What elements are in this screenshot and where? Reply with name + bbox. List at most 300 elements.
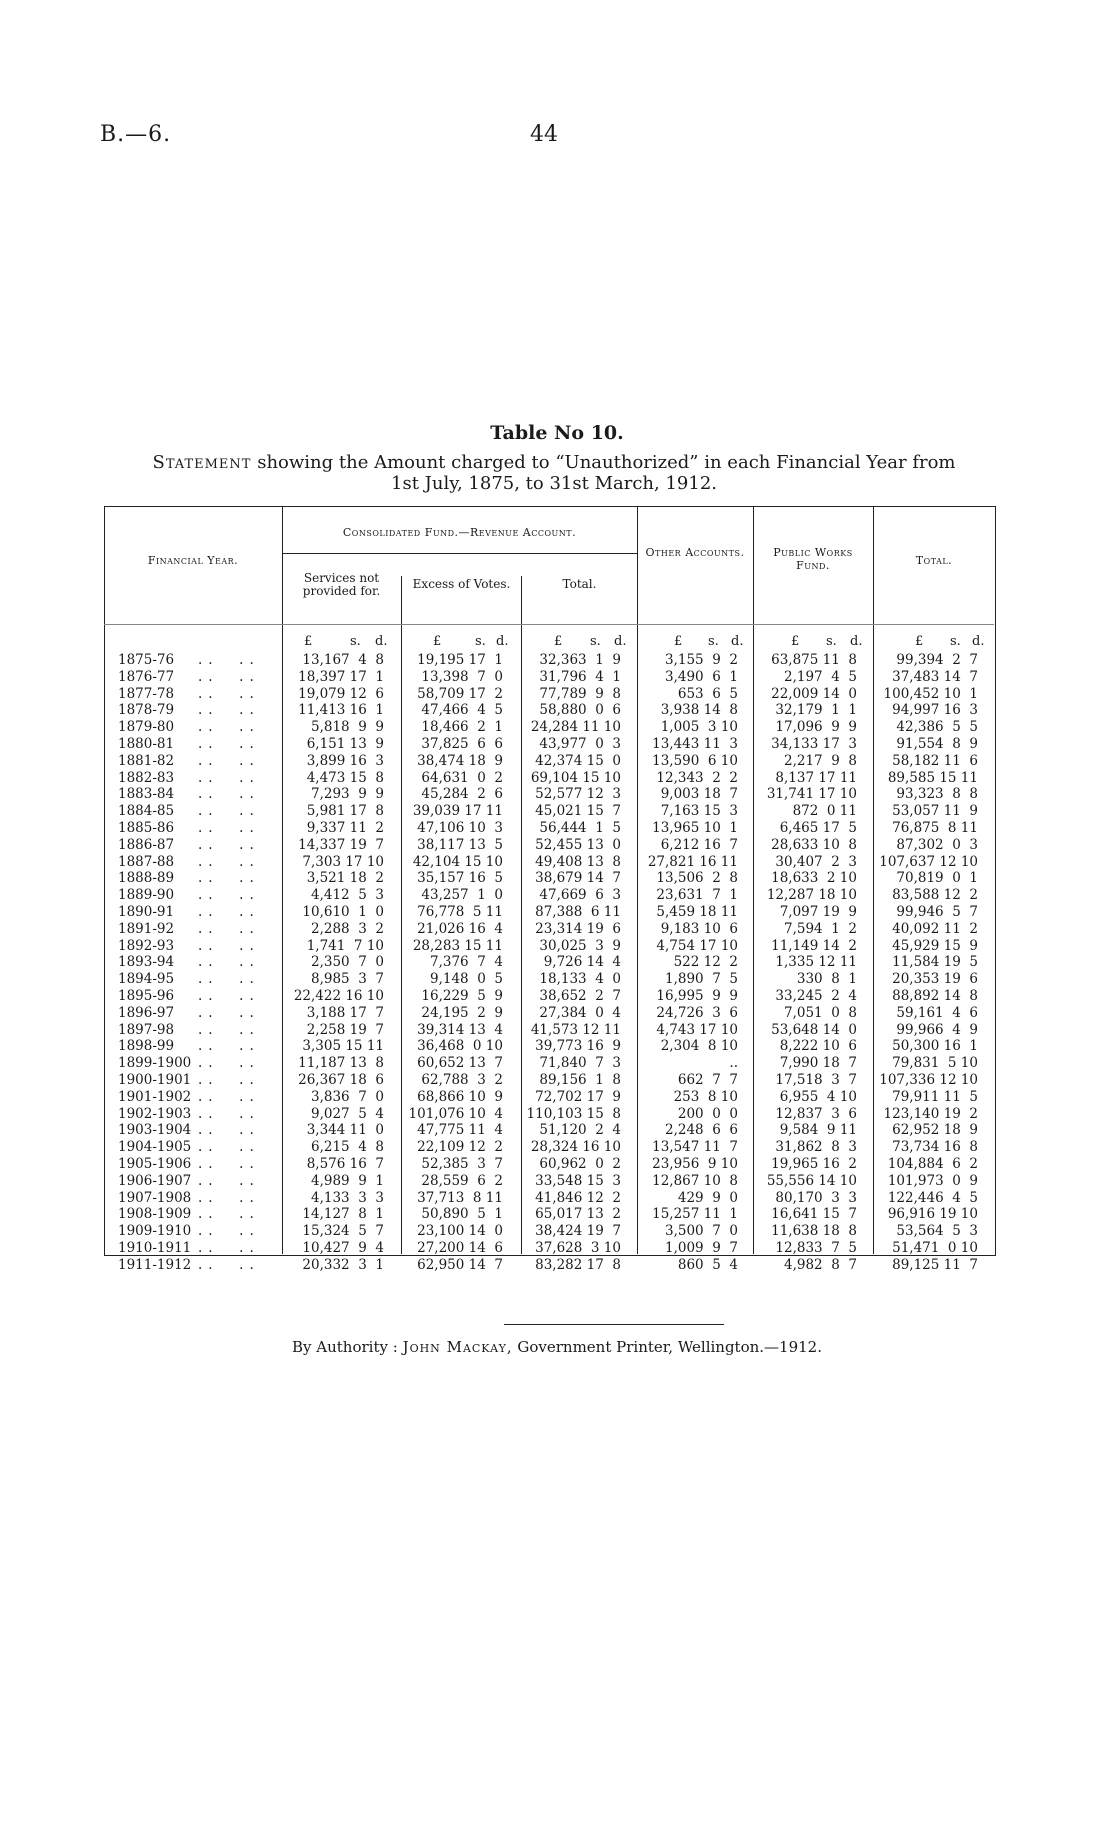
cell-year: 1892-93	[118, 937, 175, 954]
cell-leader-dots: .. ..	[198, 1240, 260, 1256]
cell-total-cf: 49,408 13 8	[535, 853, 621, 870]
cell-services: 2,288 3 2	[311, 920, 384, 937]
cell-leader-dots: .. ..	[198, 1072, 260, 1088]
cell-year: 1887-88	[118, 853, 175, 870]
cell-leader-dots: .. ..	[198, 1189, 260, 1206]
cell-total-cf: 43,977 0 3	[539, 736, 621, 752]
cell-services: 3,188 17 7	[306, 1004, 384, 1021]
table-row	[0, 904, 1114, 921]
cell-year: 1884-85	[118, 803, 175, 820]
cell-leader-dots: .. ..	[198, 971, 260, 988]
cell-pwf: 4,982 8 7	[784, 1256, 857, 1273]
table-row	[0, 770, 1114, 787]
document-reference: B.—6.	[100, 122, 172, 147]
header-public-works: Public Works Fund.	[773, 546, 853, 572]
cell-total-cf: 52,577 12 3	[535, 786, 621, 803]
cell-total-cf: 52,455 13 0	[535, 836, 621, 853]
cell-pwf: 30,407 2 3	[775, 853, 857, 870]
cell-total: 58,182 11 6	[892, 752, 978, 769]
cell-excess: 68,866 10 9	[417, 1088, 503, 1105]
cell-total-cf: 32,363 1 9	[539, 652, 621, 668]
cell-leader-dots: .. ..	[198, 1122, 260, 1139]
cell-pwf: 12,287 18 10	[766, 887, 857, 904]
cell-year: 1883-84	[118, 786, 175, 803]
table-row	[0, 1190, 1114, 1207]
cell-services: 13,167 4 8	[302, 652, 384, 668]
cell-total: 104,884 6 2	[887, 1156, 978, 1172]
cell-other: 3,500 7 0	[665, 1223, 738, 1240]
cell-services: 11,187 13 8	[298, 1055, 384, 1072]
cell-services: 15,324 5 7	[302, 1223, 384, 1240]
cell-leader-dots: .. ..	[198, 988, 260, 1004]
cell-total-cf: 9,726 14 4	[543, 954, 621, 971]
cell-total: 83,588 12 2	[892, 887, 978, 904]
cell-pwf: 33,245 2 4	[775, 988, 857, 1004]
cell-total-cf: 30,025 3 9	[539, 937, 621, 954]
table-row	[0, 837, 1114, 854]
cell-services: 3,836 7 0	[311, 1088, 384, 1105]
cell-pwf: 8,137 17 11	[775, 769, 857, 786]
cell-other: 1,009 9 7	[665, 1240, 738, 1256]
cell-excess: 37,713 8 11	[417, 1189, 503, 1206]
cell-leader-dots: .. ..	[198, 668, 260, 685]
cell-total: 89,125 11 7	[892, 1256, 978, 1273]
cell-total: 59,161 4 6	[896, 1004, 978, 1021]
unit-pound-col5: £	[791, 634, 800, 649]
cell-total: 50,300 16 1	[892, 1038, 978, 1055]
cell-services: 1,741 7 10	[306, 937, 384, 954]
cell-year: 1906-1907	[118, 1172, 192, 1189]
cell-pwf: 63,875 11 8	[771, 652, 857, 668]
cell-total-cf: 110,103 15 8	[526, 1105, 621, 1122]
unit-s-col3: s.	[590, 634, 601, 649]
cell-excess: 7,376 7 4	[430, 954, 503, 971]
cell-other: 12,343 2 2	[656, 769, 738, 786]
cell-total: 94,997 16 3	[892, 702, 978, 719]
cell-other: 2,248 6 6	[665, 1122, 738, 1139]
unit-pound-col1: £	[304, 634, 313, 649]
cell-year: 1894-95	[118, 971, 175, 988]
cell-total: 87,302 0 3	[896, 836, 978, 853]
cell-other: 4,754 17 10	[656, 937, 738, 954]
cell-total-cf: 42,374 15 0	[535, 752, 621, 769]
cell-year: 1903-1904	[118, 1122, 192, 1139]
cell-excess: 42,104 15 10	[412, 853, 503, 870]
cell-pwf: 330 8 1	[796, 971, 857, 988]
cell-total: 99,946 5 7	[896, 904, 978, 920]
cell-total: 96,916 19 10	[887, 1206, 978, 1223]
table-row	[0, 1223, 1114, 1240]
cell-year: 1907-1908	[118, 1189, 192, 1206]
cell-services: 20,332 3 1	[302, 1256, 384, 1273]
cell-total: 73,734 16 8	[892, 1139, 978, 1156]
cell-total-cf: 41,846 12 2	[535, 1189, 621, 1206]
cell-total: 42,386 5 5	[896, 719, 978, 736]
unit-s-col6: s.	[950, 634, 961, 649]
imprint	[0, 1338, 1114, 1356]
cell-services: 11,413 16 1	[298, 702, 384, 719]
cell-total: 93,323 8 8	[896, 786, 978, 803]
cell-pwf: 2,197 4 5	[784, 668, 857, 685]
cell-other: 27,821 16 11	[647, 853, 738, 870]
cell-total-cf: 87,388 6 11	[535, 904, 621, 920]
cell-excess: 47,775 11 4	[417, 1122, 503, 1139]
cell-other: 9,183 10 6	[660, 920, 738, 937]
table-row	[0, 753, 1114, 770]
table-row	[0, 1089, 1114, 1106]
cell-services: 5,818 9 9	[311, 719, 384, 736]
header-other-accounts: Other Accounts.	[645, 546, 745, 559]
cell-services: 3,305 15 11	[302, 1038, 384, 1055]
cell-total-cf: 69,104 15 10	[530, 769, 621, 786]
cell-total-cf: 58,880 0 6	[539, 702, 621, 719]
cell-year: 1902-1903	[118, 1105, 192, 1122]
cell-year: 1888-89	[118, 870, 175, 887]
cell-pwf: 11,149 14 2	[771, 937, 857, 954]
cell-other: 860 5 4	[677, 1256, 738, 1273]
cell-pwf: 7,097 19 9	[779, 904, 857, 920]
cell-total-cf: 47,669 6 3	[539, 887, 621, 904]
cell-excess: 22,109 12 2	[417, 1139, 503, 1156]
footer-rule	[504, 1324, 724, 1325]
unit-pound-col2: £	[433, 634, 442, 649]
cell-excess: 62,950 14 7	[417, 1256, 503, 1273]
table-row	[0, 1156, 1114, 1173]
imprint-rest: Government Printer, Wellington.—1912.	[517, 1338, 822, 1356]
cell-leader-dots: .. ..	[198, 887, 260, 904]
cell-services: 22,422 16 10	[293, 988, 384, 1004]
cell-other: 23,956 9 10	[652, 1156, 738, 1172]
cell-total: 101,973 0 9	[887, 1172, 978, 1189]
cell-other: 12,867 10 8	[652, 1172, 738, 1189]
cell-total: 40,092 11 2	[892, 920, 978, 937]
cell-pwf: 34,133 17 3	[771, 736, 857, 752]
cell-pwf: 31,862 8 3	[775, 1139, 857, 1156]
cell-total: 76,875 8 11	[892, 820, 978, 836]
table-title: Table No 10.	[490, 422, 624, 444]
cell-excess: 19,195 17 1	[417, 652, 503, 668]
cell-total-cf: 24,284 11 10	[530, 719, 621, 736]
cell-leader-dots: .. ..	[198, 1206, 260, 1223]
cell-services: 6,215 4 8	[311, 1139, 384, 1156]
cell-total: 99,394 2 7	[896, 652, 978, 668]
cell-leader-dots: .. ..	[198, 803, 260, 820]
cell-year: 1896-97	[118, 1004, 175, 1021]
cell-leader-dots: .. ..	[198, 820, 260, 836]
cell-leader-dots: .. ..	[198, 904, 260, 920]
cell-services: 19,079 12 6	[298, 685, 384, 702]
cell-pwf: 12,837 3 6	[775, 1105, 857, 1122]
cell-year: 1880-81	[118, 736, 175, 752]
table-row	[0, 1240, 1114, 1257]
cell-leader-dots: .. ..	[198, 702, 260, 719]
cell-pwf: 8,222 10 6	[779, 1038, 857, 1055]
cell-services: 9,337 11 2	[306, 820, 384, 836]
cell-excess: 45,284 2 6	[421, 786, 503, 803]
cell-excess: 60,652 13 7	[417, 1055, 503, 1072]
unit-d-col6: d.	[972, 634, 985, 649]
cell-year: 1904-1905	[118, 1139, 192, 1156]
cell-leader-dots: .. ..	[198, 836, 260, 853]
cell-services: 6,151 13 9	[306, 736, 384, 752]
cell-year: 1899-1900	[118, 1055, 192, 1072]
cell-services: 4,989 9 1	[311, 1172, 384, 1189]
cell-services: 4,133 3 3	[311, 1189, 384, 1206]
cell-other: 7,163 15 3	[660, 803, 738, 820]
cell-total: 107,336 12 10	[879, 1072, 978, 1088]
cell-services: 10,427 9 4	[302, 1240, 384, 1256]
table-row	[0, 921, 1114, 938]
cell-other: 13,506 2 8	[656, 870, 738, 887]
cell-total: 45,929 15 9	[892, 937, 978, 954]
cell-leader-dots: .. ..	[198, 1004, 260, 1021]
cell-leader-dots: .. ..	[198, 719, 260, 736]
unit-s-col5: s.	[826, 634, 837, 649]
cell-total-cf: 60,962 0 2	[539, 1156, 621, 1172]
cell-total-cf: 33,548 15 3	[535, 1172, 621, 1189]
cell-pwf: 11,638 18 8	[771, 1223, 857, 1240]
table-row	[0, 971, 1114, 988]
table-row	[0, 854, 1114, 871]
cell-services: 4,412 5 3	[311, 887, 384, 904]
cell-total-cf: 51,120 2 4	[539, 1122, 621, 1139]
cell-year: 1877-78	[118, 685, 175, 702]
table-row	[0, 887, 1114, 904]
cell-leader-dots: .. ..	[198, 1139, 260, 1156]
cell-pwf: 28,633 10 8	[771, 836, 857, 853]
cell-services: 8,985 3 7	[311, 971, 384, 988]
cell-services: 26,367 18 6	[298, 1072, 384, 1088]
unit-pound-col6: £	[915, 634, 924, 649]
cell-excess: 18,466 2 1	[421, 719, 503, 736]
cell-other: 3,490 6 1	[665, 668, 738, 685]
cell-excess: 23,100 14 0	[417, 1223, 503, 1240]
table-row	[0, 1257, 1114, 1274]
cell-pwf: 19,965 16 2	[771, 1156, 857, 1172]
cell-total-cf: 45,021 15 7	[535, 803, 621, 820]
cell-total-cf: 28,324 16 10	[530, 1139, 621, 1156]
cell-other: 3,938 14 8	[660, 702, 738, 719]
group-rule	[282, 553, 637, 554]
table-row	[0, 719, 1114, 736]
cell-services: 18,397 17 1	[298, 668, 384, 685]
cell-leader-dots: .. ..	[198, 1021, 260, 1038]
cell-total: 20,353 19 6	[892, 971, 978, 988]
header-financial-year: Financial Year.	[147, 554, 239, 567]
unit-d-col1: d.	[375, 634, 388, 649]
page-number: 44	[530, 122, 558, 147]
cell-pwf: 7,990 18 7	[779, 1055, 857, 1072]
cell-year: 1891-92	[118, 920, 175, 937]
unit-d-col5: d.	[850, 634, 863, 649]
cell-total-cf: 77,789 9 8	[539, 685, 621, 702]
cell-services: 2,258 19 7	[306, 1021, 384, 1038]
table-row	[0, 954, 1114, 971]
cell-pwf: 16,641 15 7	[771, 1206, 857, 1223]
cell-year: 1897-98	[118, 1021, 175, 1038]
unit-d-col4: d.	[731, 634, 744, 649]
unit-s-col4: s.	[708, 634, 719, 649]
cell-leader-dots: .. ..	[198, 937, 260, 954]
cell-other: 653 6 5	[677, 685, 738, 702]
table-subtitle	[104, 452, 1004, 494]
cell-total: 88,892 14 8	[892, 988, 978, 1004]
imprint-printer: John Mackay,	[402, 1338, 513, 1356]
cell-pwf: 1,335 12 11	[775, 954, 857, 971]
cell-pwf: 22,009 14 0	[771, 685, 857, 702]
cell-services: 10,610 1 0	[302, 904, 384, 920]
cell-pwf: 17,518 3 7	[775, 1072, 857, 1088]
cell-other: 24,726 3 6	[656, 1004, 738, 1021]
cell-total: 11,584 19 5	[892, 954, 978, 971]
cell-excess: 47,466 4 5	[421, 702, 503, 719]
cell-year: 1885-86	[118, 820, 175, 836]
cell-excess: 62,788 3 2	[421, 1072, 503, 1088]
table-row	[0, 1139, 1114, 1156]
cell-leader-dots: .. ..	[198, 954, 260, 971]
cell-leader-dots: .. ..	[198, 752, 260, 769]
cell-other: 522 12 2	[673, 954, 738, 971]
cell-year: 1909-1910	[118, 1223, 192, 1240]
cell-services: 7,293 9 9	[311, 786, 384, 803]
cell-leader-dots: .. ..	[198, 1223, 260, 1240]
header-excess: Excess of Votes.	[412, 577, 511, 591]
table-row	[0, 1122, 1114, 1139]
cell-total-cf: 38,679 14 7	[535, 870, 621, 887]
cell-leader-dots: .. ..	[198, 652, 260, 668]
cell-other: ..	[729, 1055, 738, 1072]
cell-excess: 13,398 7 0	[421, 668, 503, 685]
cell-other: 662 7 7	[677, 1072, 738, 1088]
cell-leader-dots: .. ..	[198, 1172, 260, 1189]
header-rule	[104, 624, 994, 625]
table-row	[0, 736, 1114, 753]
cell-total: 51,471 0 10	[892, 1240, 978, 1256]
cell-year: 1893-94	[118, 954, 175, 971]
unit-s-col2: s.	[475, 634, 486, 649]
cell-year: 1879-80	[118, 719, 175, 736]
unit-d-col3: d.	[614, 634, 627, 649]
cell-leader-dots: .. ..	[198, 870, 260, 887]
cell-excess: 101,076 10 4	[408, 1105, 503, 1122]
cell-excess: 35,157 16 5	[417, 870, 503, 887]
cell-leader-dots: .. ..	[198, 769, 260, 786]
cell-leader-dots: .. ..	[198, 1256, 260, 1273]
cell-services: 3,344 11 0	[306, 1122, 384, 1139]
cell-services: 14,337 19 7	[298, 836, 384, 853]
cell-year: 1881-82	[118, 752, 175, 769]
cell-excess: 38,474 18 9	[417, 752, 503, 769]
cell-pwf: 7,594 1 2	[784, 920, 857, 937]
cell-year: 1898-99	[118, 1038, 175, 1055]
cell-other: 13,547 11 7	[652, 1139, 738, 1156]
cell-excess: 37,825 6 6	[421, 736, 503, 752]
table-row	[0, 702, 1114, 719]
table-row	[0, 686, 1114, 703]
cell-total-cf: 27,384 0 4	[539, 1004, 621, 1021]
cell-excess: 28,283 15 11	[412, 937, 503, 954]
cell-total-cf: 65,017 13 2	[535, 1206, 621, 1223]
cell-other: 13,965 10 1	[652, 820, 738, 836]
cell-total-cf: 89,156 1 8	[539, 1072, 621, 1088]
cell-total: 99,966 4 9	[896, 1021, 978, 1038]
imprint-prefix: By Authority :	[292, 1338, 398, 1356]
cell-year: 1900-1901	[118, 1072, 192, 1088]
table-row	[0, 1022, 1114, 1039]
cell-excess: 39,314 13 4	[417, 1021, 503, 1038]
cell-total: 91,554 8 9	[896, 736, 978, 752]
cell-leader-dots: .. ..	[198, 1156, 260, 1172]
header-consolidated-fund: Consolidated Fund.—Revenue Account.	[342, 526, 577, 539]
cell-services: 14,127 8 1	[302, 1206, 384, 1223]
table-row	[0, 652, 1114, 669]
cell-total: 62,952 18 9	[892, 1122, 978, 1139]
cell-total-cf: 18,133 4 0	[539, 971, 621, 988]
cell-excess: 28,559 6 2	[421, 1172, 503, 1189]
cell-excess: 64,631 0 2	[421, 769, 503, 786]
cell-excess: 24,195 2 9	[421, 1004, 503, 1021]
unit-pound-col3: £	[554, 634, 563, 649]
cell-excess: 58,709 17 2	[417, 685, 503, 702]
cell-pwf: 31,741 17 10	[766, 786, 857, 803]
unit-pound-col4: £	[674, 634, 683, 649]
table-row	[0, 786, 1114, 803]
cell-total: 79,911 11 5	[892, 1088, 978, 1105]
table-row	[0, 988, 1114, 1005]
cell-services: 8,576 16 7	[306, 1156, 384, 1172]
cell-other: 3,155 9 2	[665, 652, 738, 668]
cell-services: 4,473 15 8	[306, 769, 384, 786]
cell-excess: 50,890 5 1	[421, 1206, 503, 1223]
cell-leader-dots: .. ..	[198, 920, 260, 937]
cell-total: 37,483 14 7	[892, 668, 978, 685]
cell-leader-dots: .. ..	[198, 736, 260, 752]
cell-other: 2,304 8 10	[660, 1038, 738, 1055]
cell-other: 1,890 7 5	[665, 971, 738, 988]
cell-total: 123,140 19 2	[883, 1105, 978, 1122]
cell-year: 1905-1906	[118, 1156, 192, 1172]
cell-pwf: 12,833 7 5	[775, 1240, 857, 1256]
header-total-cf: Total.	[562, 577, 597, 591]
cell-excess: 27,200 14 6	[417, 1240, 503, 1256]
unit-s-col1: s.	[350, 634, 361, 649]
cell-total-cf: 31,796 4 1	[539, 668, 621, 685]
cell-excess: 47,106 10 3	[417, 820, 503, 836]
header-total: Total.	[915, 554, 953, 567]
cell-year: 1910-1911	[118, 1240, 192, 1256]
cell-leader-dots: .. ..	[198, 1038, 260, 1055]
cell-excess: 38,117 13 5	[417, 836, 503, 853]
table-row	[0, 870, 1114, 887]
cell-total: 53,564 5 3	[896, 1223, 978, 1240]
cell-pwf: 53,648 14 0	[771, 1021, 857, 1038]
cell-leader-dots: .. ..	[198, 685, 260, 702]
cell-excess: 39,039 17 11	[412, 803, 503, 820]
cell-total-cf: 41,573 12 11	[530, 1021, 621, 1038]
cell-excess: 43,257 1 0	[421, 887, 503, 904]
cell-other: 429 9 0	[677, 1189, 738, 1206]
cell-other: 200 0 0	[677, 1105, 738, 1122]
cell-pwf: 872 0 11	[792, 803, 857, 820]
table-row	[0, 1173, 1114, 1190]
cell-year: 1875-76	[118, 652, 175, 668]
table-row	[0, 803, 1114, 820]
cell-total-cf: 56,444 1 5	[539, 820, 621, 836]
cell-year: 1890-91	[118, 904, 175, 920]
table-row	[0, 820, 1114, 837]
cell-pwf: 6,465 17 5	[779, 820, 857, 836]
cell-total: 70,819 0 1	[896, 870, 978, 887]
